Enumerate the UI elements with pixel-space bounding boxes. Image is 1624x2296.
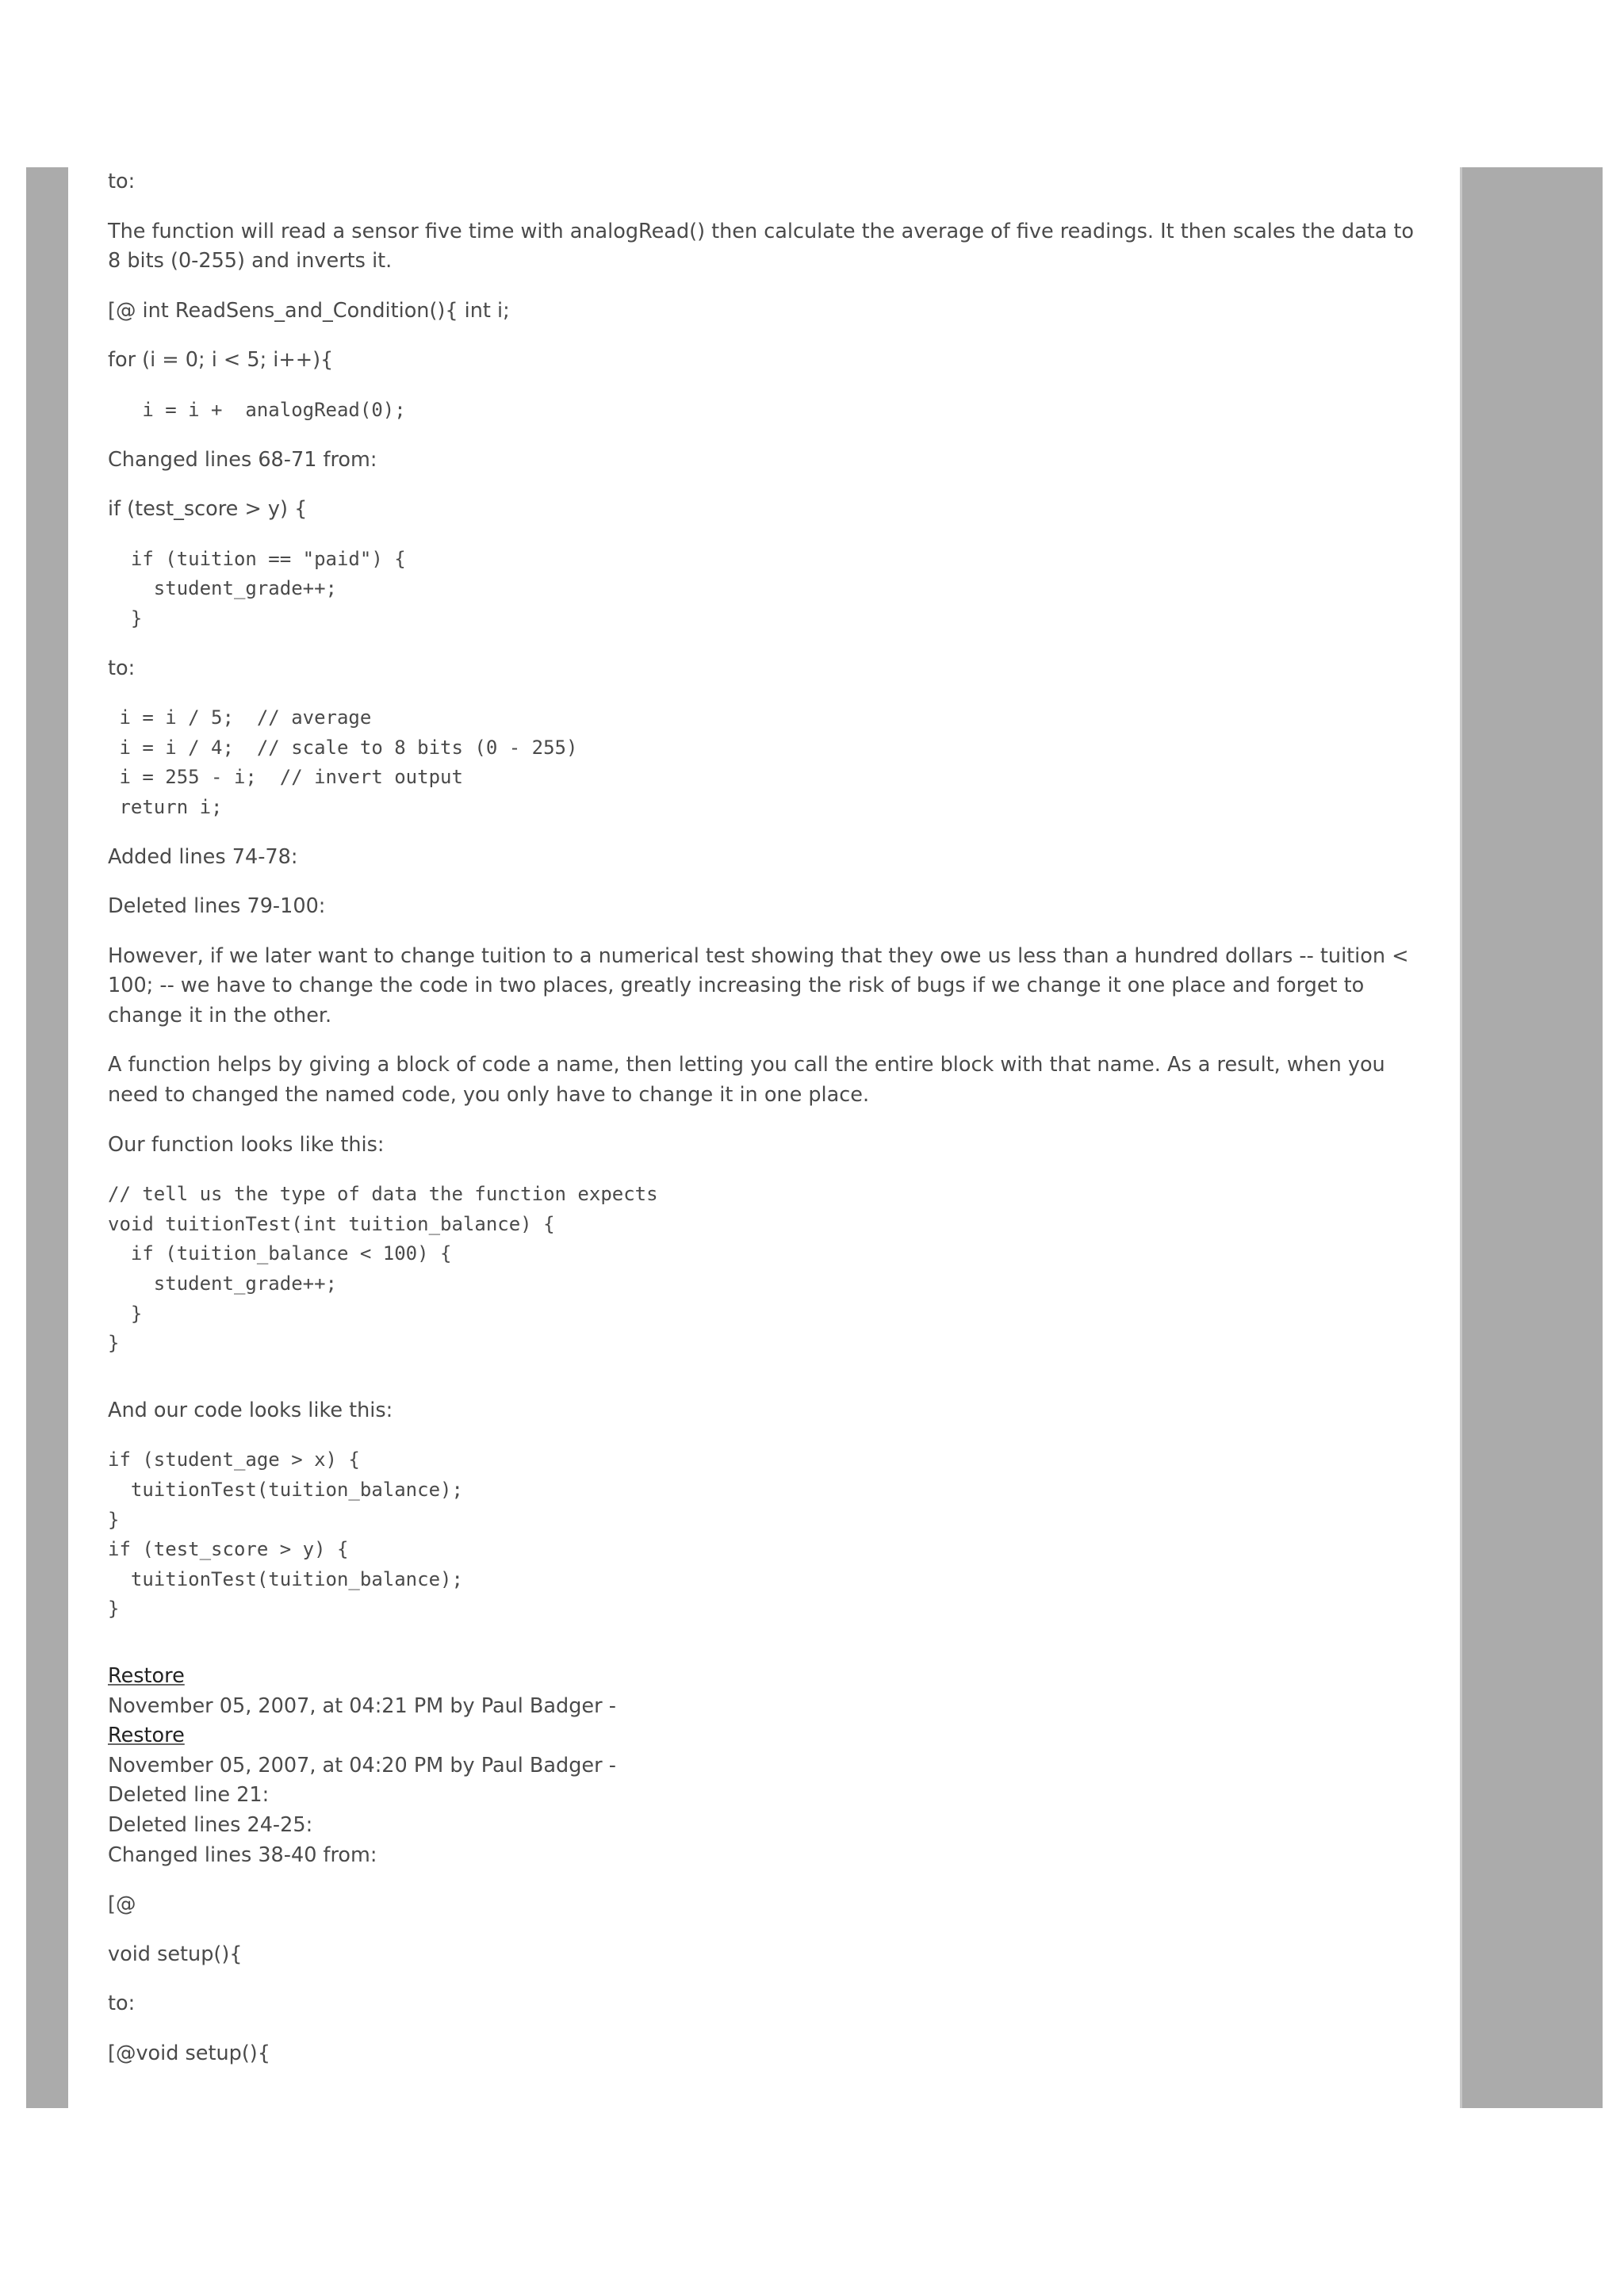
revision-history	[108, 1662, 1418, 1870]
text-our-function: Our function looks like this:	[108, 1132, 385, 1157]
code-tuition-test-calls: if (student_age > x) { tuitionTest(tuition_balance); } if (test_score > y) { tuitionTest(tuition_balance); }	[108, 1448, 463, 1621]
spacer	[108, 1644, 1418, 1662]
text-changed-lines-68-71: Changed lines 68-71 from:	[108, 447, 377, 472]
spacer	[108, 1379, 1418, 1396]
paragraph-function-helps: A function helps by giving a block of code a name, then letting you call the entire block with that name. As a result, when you need to changed the named code, you only have to change it in one place.	[108, 1053, 1385, 1108]
text-for-loop: for (i = 0; i < 5; i++){	[108, 348, 334, 373]
text-code-void-setup: [@void setup(){	[108, 2041, 270, 2065]
text-to-1: to:	[108, 170, 136, 193]
paragraph-tuition-change: However, if we later want to change tuition to a numerical test showing that they owe us less than a hundred dollars -- tuition < 100; -- we have to change the code in two places, greatly increasing the risk of bugs if we change it one place and forget to change it in the other.	[108, 943, 1409, 1027]
restore-link-1[interactable]: Restore	[108, 1663, 185, 1688]
text-to-3: to:	[108, 1992, 136, 2016]
text-to-2: to:	[108, 656, 136, 680]
text-our-code: And our code looks like this:	[108, 1398, 393, 1422]
restore-link-2[interactable]: Restore	[108, 1724, 185, 1748]
code-average-scale-invert: i = i / 5; // average i = i / 4; // scale to 8 bits (0 - 255) i = 255 - i; // invert output return i;	[119, 706, 578, 818]
text-code-open: [@	[108, 1892, 136, 1917]
text-changed-lines-38-40: Changed lines 38-40 from:	[108, 1843, 377, 1867]
code-tuition-paid: if (tuition == "paid") { student_grade++; }	[130, 547, 406, 629]
text-deleted-lines-24-25: Deleted lines 24-25:	[108, 1812, 313, 1837]
right-sidebar-bar	[1460, 167, 1603, 2108]
text-deleted-lines-79-100: Deleted lines 79-100:	[108, 894, 326, 919]
text-function-signature: [@ int ReadSens_and_Condition(){ int i;	[108, 298, 510, 323]
text-test-score-if: if (test_score > y) {	[108, 497, 308, 522]
text-deleted-line-21: Deleted line 21:	[108, 1783, 270, 1808]
paragraph-function-description: The function will read a sensor five time with analogRead() then calculate the average of five readings. It then scales the data to 8 bits (0-255) and inverts it.	[108, 219, 1415, 274]
revision-entry-2: November 05, 2007, at 04:20 PM by Paul Badger -	[108, 1753, 616, 1777]
left-sidebar-bar	[26, 167, 68, 2108]
code-analog-read: i = i + analogRead(0);	[108, 398, 406, 421]
page-content	[108, 167, 1418, 2069]
text-added-lines-74-78: Added lines 74-78:	[108, 844, 298, 869]
code-tuition-test-function: // tell us the type of data the function expects void tuitionTest(int tuition_balance) { if (tuition_balance < 100) { student_grade++; } }	[108, 1183, 658, 1355]
revision-entry-1: November 05, 2007, at 04:21 PM by Paul Badger -	[108, 1693, 616, 1718]
text-void-setup: void setup(){	[108, 1942, 243, 1966]
